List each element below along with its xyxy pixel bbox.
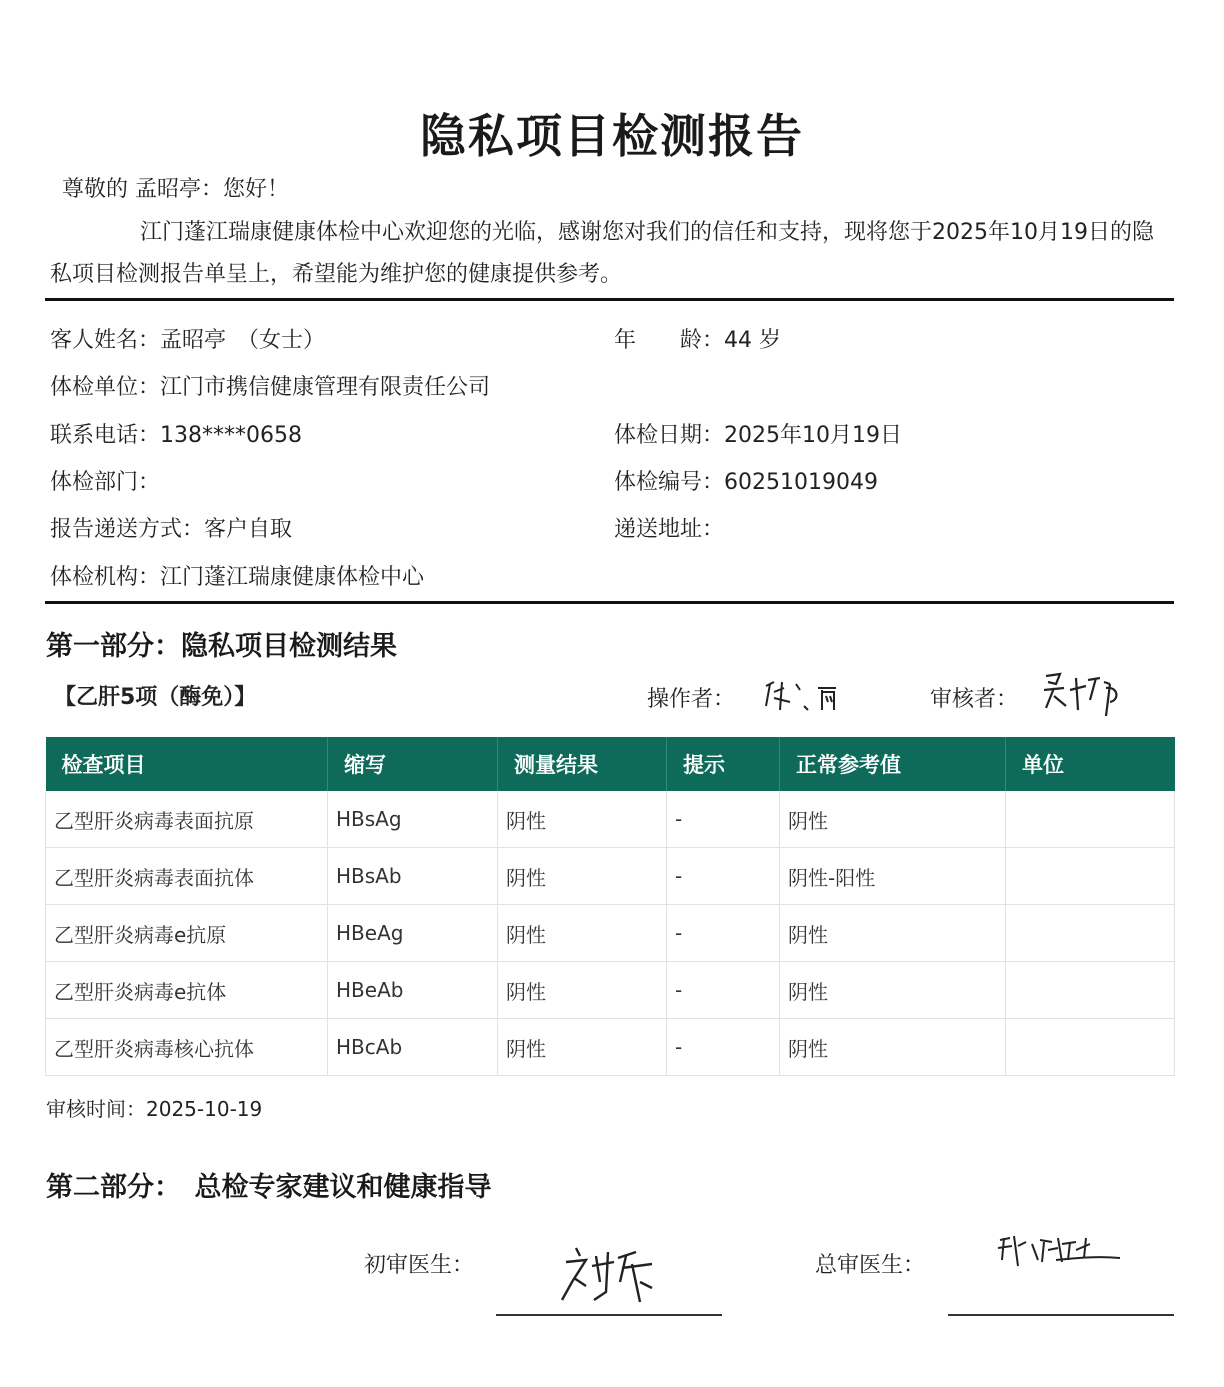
reviewer-signature	[1040, 670, 1125, 722]
cell-hint: -	[667, 905, 780, 962]
cell-reference: 阴性	[780, 1019, 1006, 1076]
header-result: 测量结果	[498, 737, 667, 791]
initial-doctor-label: 初审医生：	[364, 1253, 475, 1278]
divider-middle	[45, 601, 1174, 604]
operator-signature	[760, 676, 840, 716]
cell-item: 乙型肝炎病毒表面抗体	[46, 848, 328, 905]
header-item: 检查项目	[46, 737, 328, 791]
initial-doctor-signature	[556, 1242, 666, 1308]
intro-paragraph: 江门蓬江瑞康健康体检中心欢迎您的光临，感谢您对我们的信任和支持，现将您于2025年10月19日的隐私项目检测报告单呈上，希望能为维护您的健康提供参考。	[50, 220, 1154, 287]
cell-abbr: HBeAg	[328, 905, 498, 962]
cell-result: 阴性	[498, 1019, 667, 1076]
exam-date: 体检日期：2025年10月19日	[614, 423, 902, 448]
customer-name: 客人姓名：孟昭亭 （女士）	[50, 328, 326, 353]
cell-unit	[1006, 791, 1175, 848]
results-table	[45, 737, 1175, 1076]
divider-top	[45, 298, 1174, 301]
table-row	[46, 962, 1175, 1019]
cell-reference: 阴性	[780, 962, 1006, 1019]
cell-hint: -	[667, 1019, 780, 1076]
table-row	[46, 905, 1175, 962]
customer-age: 年 龄：44 岁	[614, 328, 781, 353]
cell-result: 阴性	[498, 791, 667, 848]
part1-heading: 第一部分：隐私项目检测结果	[46, 631, 397, 662]
cell-reference: 阴性	[780, 791, 1006, 848]
review-time: 审核时间：2025-10-19	[46, 1097, 263, 1121]
cell-result: 阴性	[498, 848, 667, 905]
cell-result: 阴性	[498, 962, 667, 1019]
cell-abbr: HBsAb	[328, 848, 498, 905]
delivery-address: 递送地址：	[614, 517, 725, 542]
cell-unit	[1006, 848, 1175, 905]
delivery-method: 报告递送方式：客户自取	[50, 517, 293, 542]
report-title: 隐私项目检测报告	[420, 109, 804, 163]
cell-item: 乙型肝炎病毒e抗原	[46, 905, 328, 962]
cell-unit	[1006, 905, 1175, 962]
header-hint: 提示	[667, 737, 780, 791]
chief-doctor-label: 总审医生：	[815, 1253, 926, 1278]
table-header-row	[46, 737, 1175, 791]
chief-doctor-signature	[996, 1230, 1126, 1274]
cell-reference: 阴性-阳性	[780, 848, 1006, 905]
table-row	[46, 1019, 1175, 1076]
cell-abbr: HBsAg	[328, 791, 498, 848]
cell-hint: -	[667, 962, 780, 1019]
part2-heading: 第二部分： 总检专家建议和健康指导	[46, 1172, 492, 1203]
reviewer-label: 审核者：	[930, 687, 1019, 712]
operator-label: 操作者：	[647, 687, 736, 712]
cell-item: 乙型肝炎病毒表面抗原	[46, 791, 328, 848]
header-unit: 单位	[1006, 737, 1175, 791]
header-abbr: 缩写	[328, 737, 498, 791]
exam-organization: 体检机构：江门蓬江瑞康健康体检中心	[50, 565, 425, 590]
cell-abbr: HBcAb	[328, 1019, 498, 1076]
cell-item: 乙型肝炎病毒核心抗体	[46, 1019, 328, 1076]
cell-reference: 阴性	[780, 905, 1006, 962]
cell-item: 乙型肝炎病毒e抗体	[46, 962, 328, 1019]
exam-number: 体检编号：60251019049	[614, 470, 878, 495]
exam-unit: 体检单位：江门市携信健康管理有限责任公司	[50, 375, 491, 400]
header-reference: 正常参考值	[780, 737, 1006, 791]
cell-hint: -	[667, 848, 780, 905]
contact-phone: 联系电话：138****0658	[50, 423, 302, 448]
greeting: 尊敬的 孟昭亭：您好！	[62, 177, 289, 202]
cell-hint: -	[667, 791, 780, 848]
cell-result: 阴性	[498, 905, 667, 962]
cell-abbr: HBeAb	[328, 962, 498, 1019]
table-row	[46, 791, 1175, 848]
exam-department: 体检部门：	[50, 470, 161, 495]
initial-doctor-signature-line	[496, 1314, 722, 1316]
table-row	[46, 848, 1175, 905]
chief-doctor-signature-line	[948, 1314, 1174, 1316]
cell-unit	[1006, 962, 1175, 1019]
test-group-heading: 【乙肝5项（酶免）】	[54, 685, 257, 710]
cell-unit	[1006, 1019, 1175, 1076]
